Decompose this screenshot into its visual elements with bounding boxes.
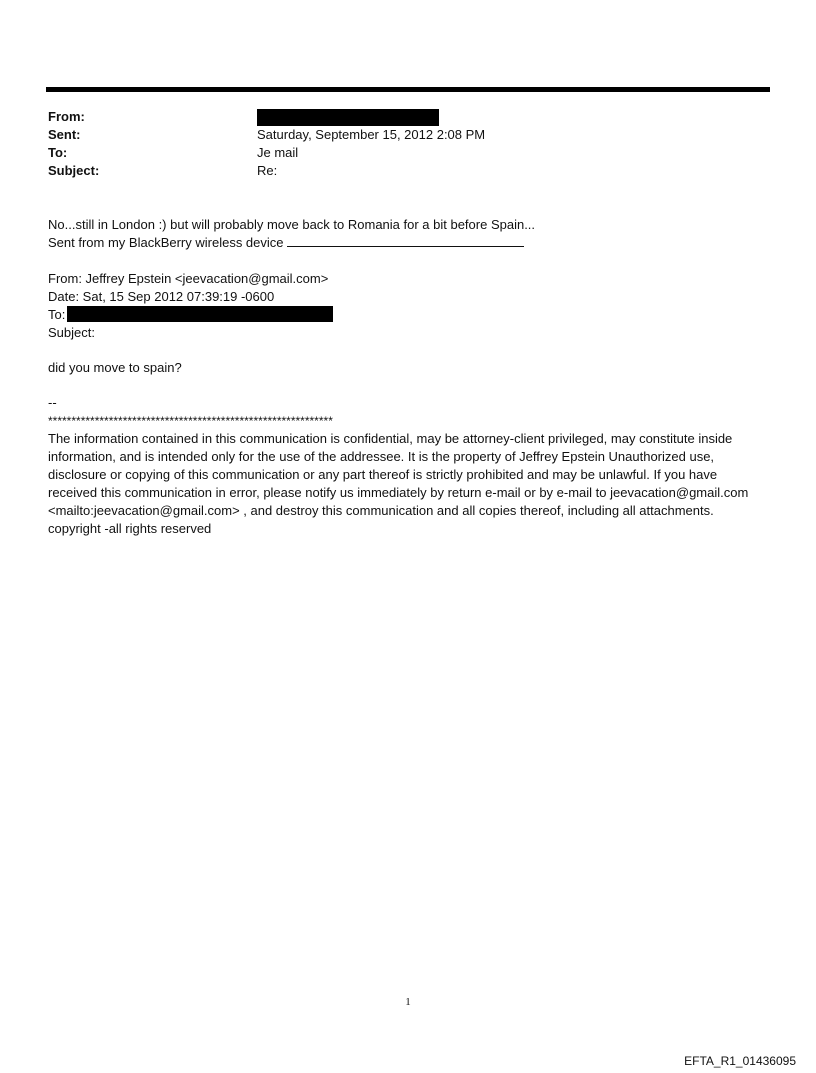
separator-line: [287, 234, 524, 247]
quoted-message: did you move to spain?: [48, 360, 182, 375]
reply-body: [48, 216, 768, 252]
quoted-to-label: To:: [48, 307, 66, 322]
subject-row: [48, 162, 485, 180]
header-rule: [46, 87, 770, 92]
quoted-body: [48, 359, 768, 377]
signature-stars: *************************************************************: [48, 414, 333, 428]
from-label: From:: [48, 109, 85, 124]
subject-value: Re:: [257, 163, 278, 178]
from-row: [48, 108, 485, 126]
signature-dashes: --: [48, 395, 57, 410]
sent-row: [48, 126, 485, 144]
to-row: [48, 144, 485, 162]
to-label: To:: [48, 145, 68, 160]
sent-value: Saturday, September 15, 2012 2:08 PM: [257, 127, 486, 142]
page-number: 1: [405, 996, 411, 1008]
signature-block: [48, 394, 768, 538]
confidentiality-disclaimer: The information contained in this communication is confidential, may be attorney-client privileged, may constitute inside information, and is intended only for the use of the addressee. It is the property of Jeffrey Epstein Unauthorized use, disclosure or copying of this communication or any part thereof is strictly prohibited and may be unlawful. If you have received this communication in error, please notify us immediately by return e-mail or by e-mail to jeevacation@gmail.com <mailto:jeevacation@gmail.com> , and destroy this communication and all copies thereof, including all attachments. copyright -all rights reserved: [48, 431, 749, 536]
subject-label: Subject:: [48, 163, 100, 178]
reply-line-1: No...still in London :) but will probably move back to Romania for a bit before Spain...: [48, 217, 536, 232]
reply-signature: Sent from my BlackBerry wireless device: [48, 235, 284, 250]
redaction-box: [257, 109, 439, 126]
email-header: [48, 108, 485, 180]
quoted-from: From: Jeffrey Epstein <jeevacation@gmail.com>: [48, 271, 329, 286]
redaction-box: [67, 306, 333, 322]
quoted-subject: Subject:: [48, 325, 95, 340]
quoted-date: Date: Sat, 15 Sep 2012 07:39:19 -0600: [48, 289, 275, 304]
sent-label: Sent:: [48, 127, 81, 142]
reply-line-2: [48, 234, 768, 252]
quoted-to-row: [48, 306, 768, 324]
document-id: EFTA_R1_01436095: [684, 1054, 796, 1068]
quoted-header: [48, 270, 768, 342]
to-value: Je mail: [257, 145, 299, 160]
